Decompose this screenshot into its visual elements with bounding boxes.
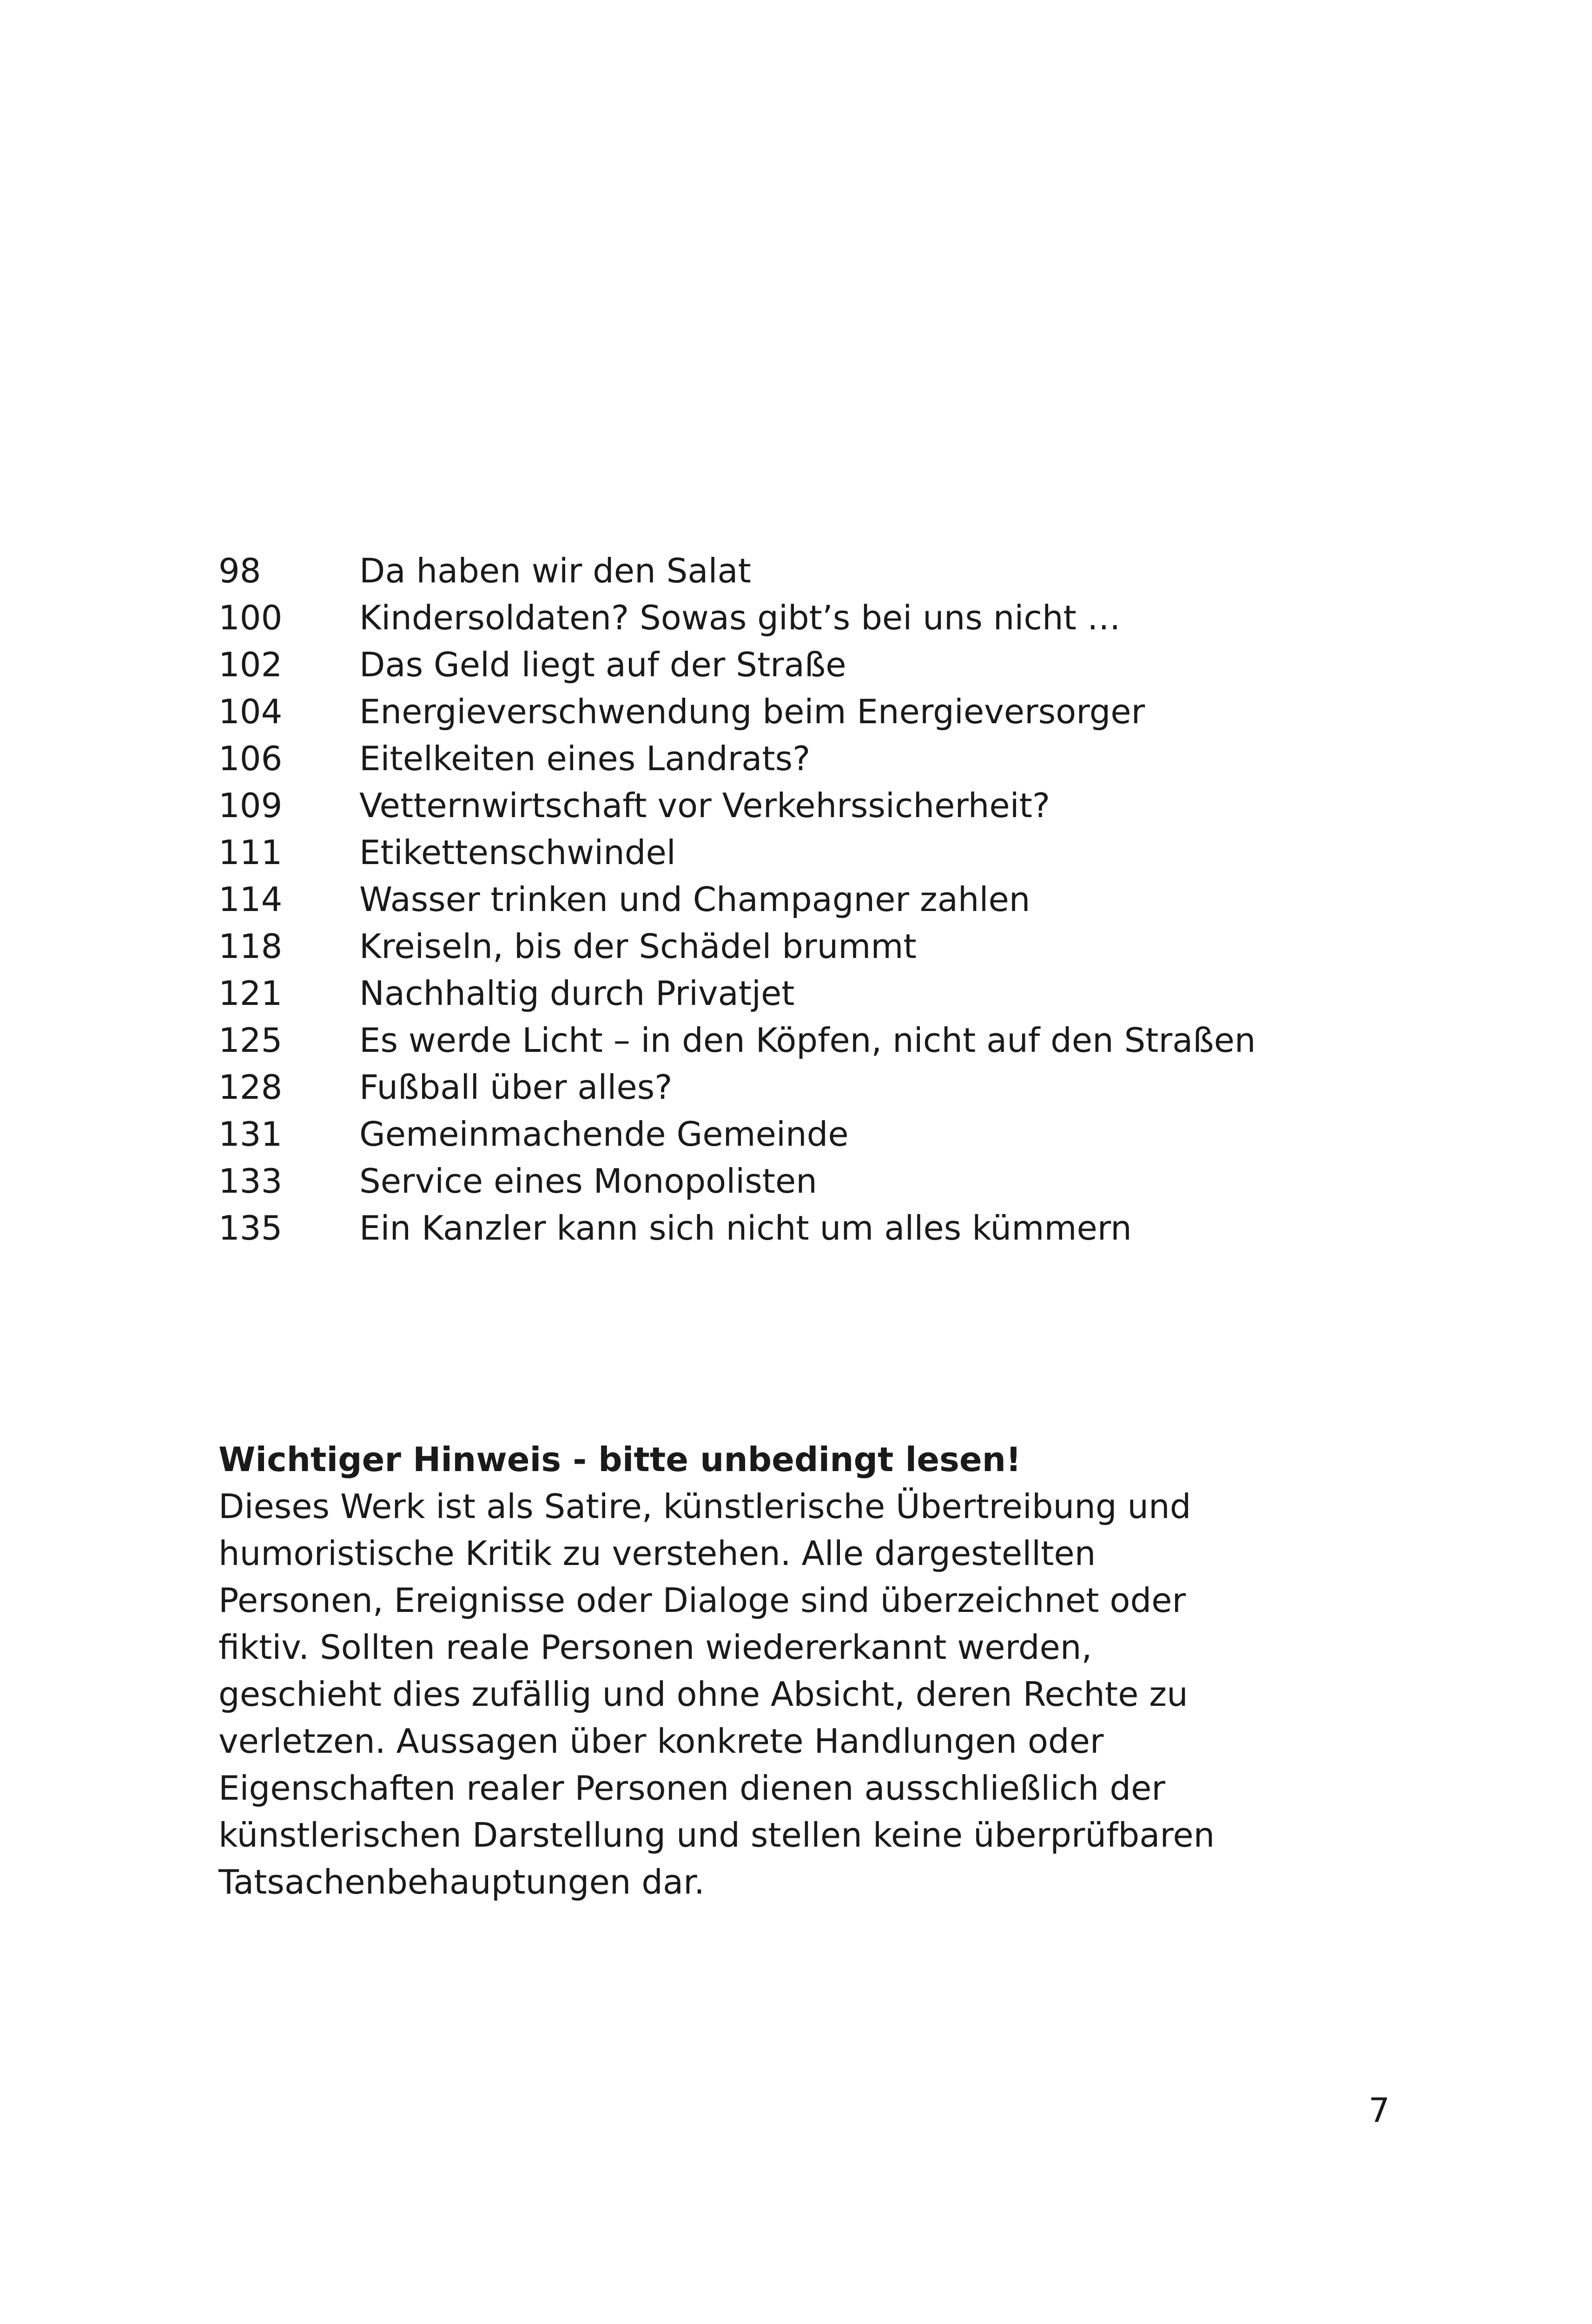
toc-entry [218,688,1381,735]
toc-page-number: 104 [218,692,283,731]
toc-page-number: 118 [218,927,283,966]
toc-page-number: 131 [218,1115,283,1154]
toc-page-number: 98 [218,551,261,590]
notice-text-line: künstlerischen Darstellung und stellen keine überprüfbaren [218,1816,1215,1855]
toc-entry [218,923,1381,970]
notice-text-line: verletzen. Aussagen über konkrete Handlungen oder [218,1722,1104,1761]
toc-entry-title: Vetternwirtschaft vor Verkehrssicherheit? [359,786,1050,825]
toc-page-number: 106 [218,739,283,778]
toc-entry-title: Eitelkeiten eines Landrats? [359,739,811,778]
toc-entry [218,1158,1381,1205]
toc-entry [218,782,1381,829]
notice-text-line: humoristische Kritik zu verstehen. Alle dargestellten [218,1534,1096,1573]
notice-text-line: Personen, Ereignisse oder Dialoge sind überzeichnet oder [218,1581,1186,1620]
notice-text-line: Dieses Werk ist als Satire, künstlerische Übertreibung und [218,1487,1191,1526]
toc-entry [218,1205,1381,1252]
toc-entry [218,1017,1381,1064]
toc-entry-title: Ein Kanzler kann sich nicht um alles kümmern [359,1208,1132,1248]
table-of-contents [218,548,1381,1252]
toc-entry-title: Da haben wir den Salat [359,551,751,590]
toc-entry-title: Energieverschwendung beim Energieversorger [359,692,1145,731]
notice-text-line: fiktiv. Sollten reale Personen wiedererkannt werden, [218,1628,1092,1667]
toc-entry [218,594,1381,641]
toc-entry-title: Kindersoldaten? Sowas gibt’s bei uns nicht … [359,598,1121,637]
toc-entry [218,735,1381,782]
disclaimer-notice [218,1436,1343,1906]
toc-page-number: 114 [218,880,283,919]
toc-page-number: 100 [218,598,283,637]
toc-entry [218,548,1381,594]
toc-page-number: 125 [218,1021,283,1060]
notice-heading: Wichtiger Hinweis - bitte unbedingt lesen! [218,1440,1021,1479]
toc-entry-title: Etikettenschwindel [359,833,676,872]
toc-entry-title: Wasser trinken und Champagner zahlen [359,880,1031,919]
toc-entry [218,970,1381,1017]
toc-page-number: 102 [218,645,283,684]
toc-entry [218,1064,1381,1111]
toc-page-number: 111 [218,833,283,872]
toc-entry-title: Es werde Licht – in den Köpfen, nicht auf den Straßen [359,1021,1256,1060]
notice-text-line: geschieht dies zufällig und ohne Absicht, deren Rechte zu [218,1675,1188,1714]
toc-entry-title: Gemeinmachende Gemeinde [359,1115,849,1154]
toc-entry [218,1111,1381,1158]
toc-entry [218,641,1381,688]
page-number: 7 [1368,2091,1390,2130]
toc-entry [218,876,1381,923]
toc-entry-title: Kreiseln, bis der Schädel brummt [359,927,917,966]
toc-page-number: 109 [218,786,283,825]
toc-entry-title: Nachhaltig durch Privatjet [359,974,795,1013]
notice-text-line: Eigenschaften realer Personen dienen ausschließlich der [218,1769,1165,1808]
toc-page-number: 121 [218,974,283,1013]
toc-page-number: 128 [218,1068,283,1107]
notice-text-line: Tatsachenbehauptungen dar. [218,1862,705,1901]
toc-entry-title: Das Geld liegt auf der Straße [359,645,846,684]
toc-entry-title: Service eines Monopolisten [359,1162,817,1201]
toc-entry [218,829,1381,876]
toc-page-number: 133 [218,1162,283,1201]
toc-page-number: 135 [218,1208,283,1248]
toc-entry-title: Fußball über alles? [359,1068,673,1107]
